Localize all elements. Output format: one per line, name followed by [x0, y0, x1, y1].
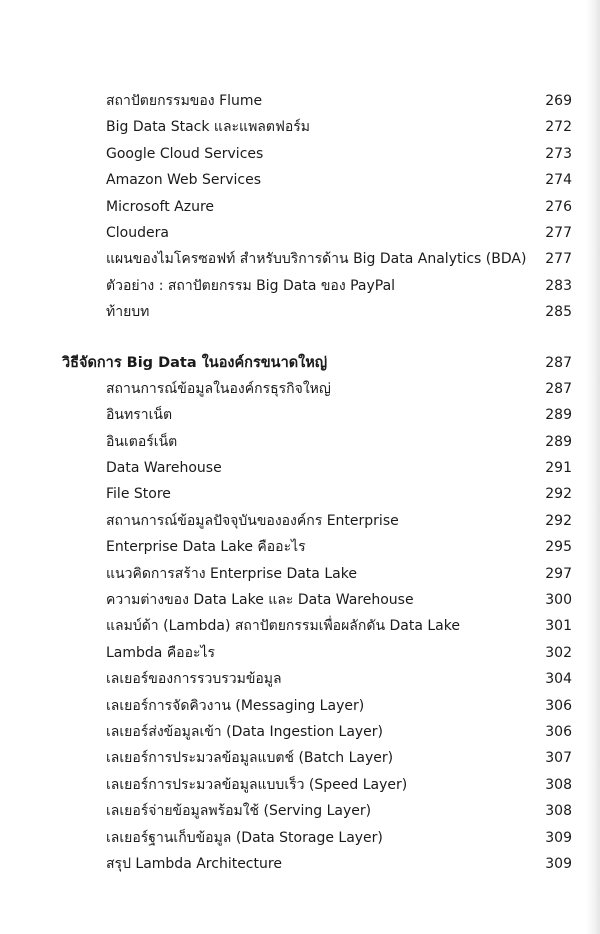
toc-entry-page-number: 273: [545, 145, 572, 162]
toc-entry-page-number: 302: [545, 644, 572, 661]
toc-entry-page-number: 297: [545, 565, 572, 582]
toc-entry[interactable]: [0, 534, 600, 560]
toc-entry-title: File Store: [106, 486, 171, 503]
toc-entry-title: เลเยอร์การประมวลข้อมูลแบตช์ (Batch Layer): [106, 750, 394, 767]
toc-entry-page-number: 289: [545, 433, 572, 450]
toc-entry[interactable]: [0, 246, 600, 272]
toc-entry-title: สถานการณ์ข้อมูลปัจจุบันขององค์กร Enterprise: [106, 512, 399, 529]
toc-entry-title: เลเยอร์การประมวลข้อมูลแบบเร็ว (Speed Layer): [106, 776, 408, 793]
toc-entry-page-number: 300: [545, 592, 572, 609]
toc-entry-page-number: 289: [545, 407, 572, 424]
toc-entry[interactable]: [0, 587, 600, 613]
toc-entry-title: สรุป Lambda Architecture: [106, 855, 282, 872]
toc-entry[interactable]: [0, 640, 600, 666]
chapter-title: วิธีจัดการ Big Data ในองค์กรขนาดใหญ่: [62, 354, 328, 371]
toc-entry-page-number: 292: [545, 512, 572, 529]
toc-entry-title: สถาปัตยกรรมของ Flume: [106, 93, 263, 109]
toc-entry-page-number: 309: [545, 855, 572, 872]
toc-entry-page-number: 274: [545, 172, 572, 189]
toc-entry-title: ตัวอย่าง : สถาปัตยกรรม Big Data ของ PayPal: [106, 277, 396, 294]
toc-entry-page-number: 301: [545, 618, 572, 635]
toc-entry[interactable]: [0, 798, 600, 824]
toc-entry-page-number: 269: [545, 93, 572, 109]
toc-entry[interactable]: [0, 481, 600, 507]
toc-entry-title: ท้ายบท: [106, 304, 150, 321]
chapter-heading[interactable]: [0, 350, 600, 376]
toc-entry[interactable]: [0, 455, 600, 481]
toc-entry-title: แนวคิดการสร้าง Enterprise Data Lake: [106, 565, 357, 582]
toc-entry[interactable]: [0, 194, 600, 220]
toc-entry-page-number: 308: [545, 803, 572, 820]
toc-entry[interactable]: [0, 429, 600, 455]
toc-entry-title: Enterprise Data Lake คืออะไร: [106, 539, 306, 556]
toc-entry-title: Cloudera: [106, 224, 169, 241]
toc-entry-page-number: 283: [545, 277, 572, 294]
toc-entry-title: แลมบ์ด้า (Lambda) สถาปัตยกรรมเพื่อผลักดัน Data Lake: [106, 618, 460, 635]
toc-entry-page-number: 276: [545, 198, 572, 215]
toc-entry[interactable]: [0, 666, 600, 692]
toc-entry[interactable]: [0, 141, 600, 167]
toc-entry[interactable]: [0, 402, 600, 428]
toc-entry-title: Microsoft Azure: [106, 198, 215, 215]
toc-entry-page-number: 308: [545, 776, 572, 793]
toc-entry-title: เลเยอร์ฐานเก็บข้อมูล (Data Storage Layer): [106, 829, 383, 846]
toc-entry-title: แผนของไมโครซอฟท์ สำหรับบริการด้าน Big Data Analytics (BDA): [106, 251, 527, 268]
toc-entry-title: อินทราเน็ต: [106, 407, 173, 424]
toc-entry[interactable]: [0, 88, 600, 114]
toc-entry-page-number: 277: [545, 251, 572, 268]
toc-entry[interactable]: [0, 745, 600, 771]
toc-entry[interactable]: [0, 299, 600, 325]
toc-entry-page-number: 295: [545, 539, 572, 556]
toc-entry-page-number: 292: [545, 486, 572, 503]
toc-entry-title: ความต่างของ Data Lake และ Data Warehouse: [106, 592, 414, 609]
toc-entry[interactable]: [0, 772, 600, 798]
toc-entry-title: เลเยอร์จ่ายข้อมูลพร้อมใช้ (Serving Layer): [106, 803, 372, 820]
toc-section-1: [0, 88, 600, 326]
toc-entry-title: Lambda คืออะไร: [106, 644, 216, 661]
section-gap: [0, 326, 600, 350]
toc-entry-title: อินเตอร์เน็ต: [106, 433, 178, 450]
toc-entry-page-number: 285: [545, 304, 572, 321]
toc-entry[interactable]: [0, 851, 600, 877]
chapter-page-number: 287: [545, 354, 572, 371]
toc-entry-page-number: 306: [545, 697, 572, 714]
toc-entry-page-number: 277: [545, 224, 572, 241]
toc-entry-title: สถานการณ์ข้อมูลในองค์กรธุรกิจใหญ่: [106, 380, 331, 397]
toc-entry-page-number: 309: [545, 829, 572, 846]
table-of-contents: [0, 88, 600, 877]
toc-section-2: [0, 376, 600, 877]
toc-entry-page-number: 272: [545, 119, 572, 136]
toc-entry-title: Google Cloud Services: [106, 145, 264, 162]
toc-entry-title: Amazon Web Services: [106, 172, 262, 189]
toc-entry[interactable]: [0, 613, 600, 639]
toc-entry-title: Big Data Stack และแพลตฟอร์ม: [106, 119, 311, 136]
toc-entry-title: เลเยอร์ส่งข้อมูลเข้า (Data Ingestion Layer): [106, 723, 384, 740]
toc-entry[interactable]: [0, 167, 600, 193]
toc-entry[interactable]: [0, 376, 600, 402]
toc-entry-page-number: 287: [545, 380, 572, 397]
toc-entry-page-number: 306: [545, 723, 572, 740]
toc-entry-page-number: 291: [545, 460, 572, 477]
toc-entry[interactable]: [0, 693, 600, 719]
toc-entry[interactable]: [0, 220, 600, 246]
toc-entry[interactable]: [0, 719, 600, 745]
toc-entry[interactable]: [0, 114, 600, 140]
toc-entry-page-number: 304: [545, 671, 572, 688]
toc-entry-page-number: 307: [545, 750, 572, 767]
toc-entry[interactable]: [0, 508, 600, 534]
toc-entry[interactable]: [0, 273, 600, 299]
toc-entry-title: Data Warehouse: [106, 460, 222, 477]
toc-entry-title: เลเยอร์การจัดคิวงาน (Messaging Layer): [106, 697, 365, 714]
toc-entry[interactable]: [0, 561, 600, 587]
toc-entry[interactable]: [0, 825, 600, 851]
toc-entry-title: เลเยอร์ของการรวบรวมข้อมูล: [106, 671, 282, 688]
